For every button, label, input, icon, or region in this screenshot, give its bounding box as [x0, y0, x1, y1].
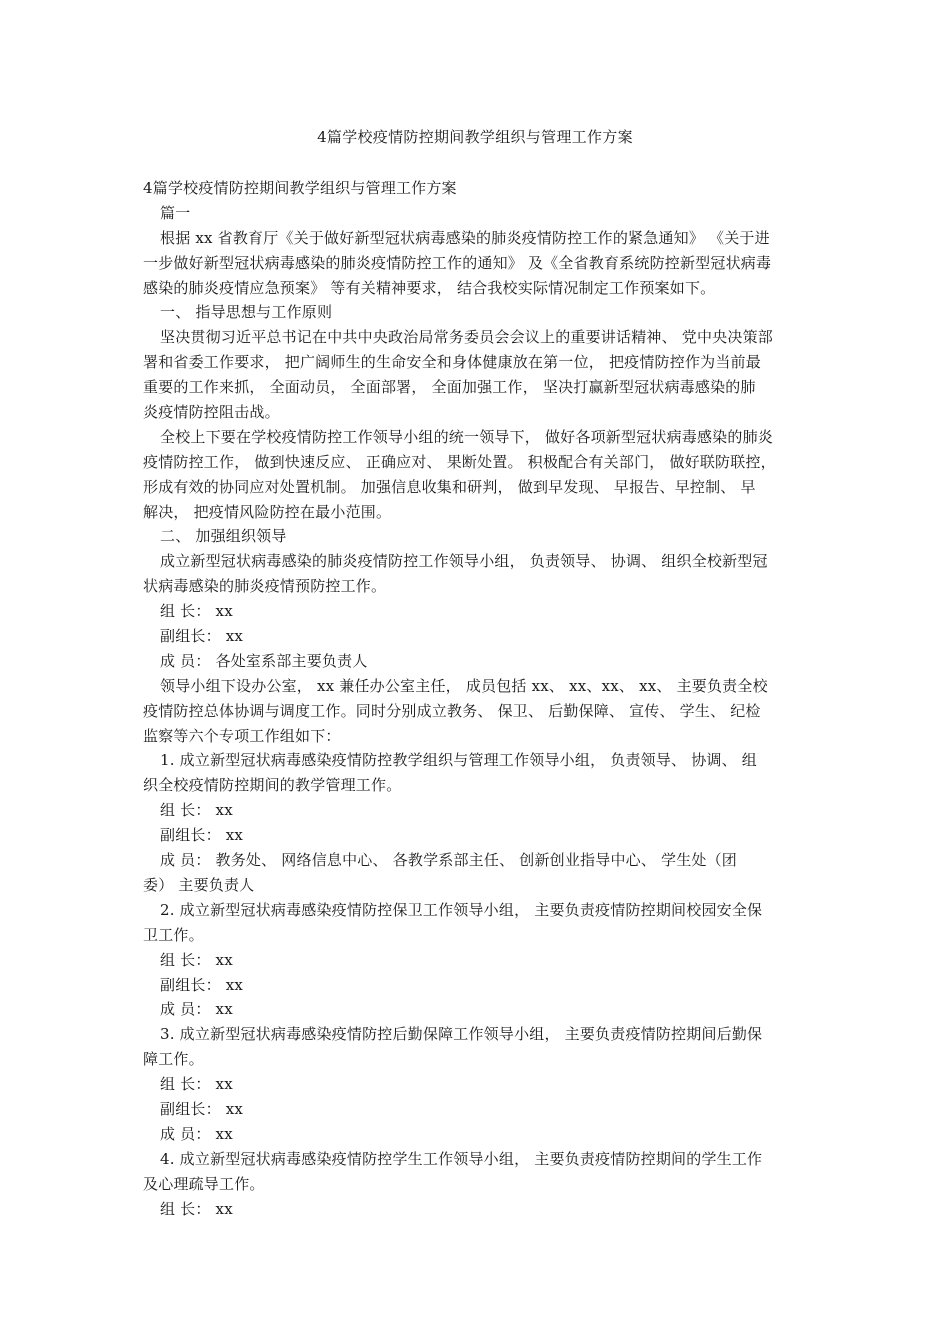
text-line: 疫情防控总体协调与调度工作。同时分别成立教务、 保卫、 后勤保障、 宣传、 学生、 纪检	[143, 701, 761, 720]
text-line: 4篇学校疫情防控期间教学组织与管理工作方案	[143, 179, 457, 197]
text-line: 成 员： 教务处、 网络信息中心、 各教学系部主任、 创新创业指导中心、 学生处（团	[160, 851, 738, 870]
text-line: 状病毒感染的肺炎疫情预防控工作。	[143, 577, 387, 596]
text-line: 篇一	[160, 203, 191, 222]
document-body	[143, 176, 823, 1221]
text-line: 重要的工作来抓， 全面动员， 全面部署， 全面加强工作， 坚决打赢新型冠状病毒感染的肺	[143, 378, 756, 397]
text-line: 织全校疫情防控期间的教学管理工作。	[143, 776, 402, 795]
text-line: 4. 成立新型冠状病毒感染疫情防控学生工作领导小组， 主要负责疫情防控期间的学生工作	[160, 1149, 763, 1168]
text-line: 炎疫情防控阻击战。	[143, 403, 280, 422]
text-line: 根据 xx 省教育厅《关于做好新型冠状病毒感染的肺炎疫情防控工作的紧急通知》 《关于进	[160, 228, 770, 247]
text-line: 副组长： xx	[160, 627, 244, 646]
text-line: 委） 主要负责人	[143, 875, 255, 894]
text-line: 领导小组下设办公室， xx 兼任办公室主任， 成员包括 xx、 xx、xx、 xx、 主要负责全校	[160, 676, 768, 695]
text-line: 一步做好新型冠状病毒感染的肺炎疫情防控工作的通知》 及《全省教育系统防控新型冠状病毒	[143, 253, 772, 272]
text-line: 监察等六个专项工作组如下：	[143, 726, 341, 745]
text-line: 组 长： xx	[160, 1199, 233, 1218]
text-line: 及心理疏导工作。	[143, 1174, 265, 1193]
text-line: 一、 指导思想与工作原则	[160, 303, 333, 322]
text-line: 成立新型冠状病毒感染的肺炎疫情防控工作领导小组， 负责领导、 协调、 组织全校新型冠	[160, 552, 768, 571]
text-line: 解决， 把疫情风险防控在最小范围。	[143, 502, 392, 521]
text-line: 组 长： xx	[160, 1075, 233, 1094]
text-line: 组 长： xx	[160, 950, 233, 969]
text-line: 副组长： xx	[160, 975, 244, 994]
text-line: 组 长： xx	[160, 602, 233, 621]
text-line: 组 长： xx	[160, 801, 233, 820]
text-line: 成 员： 各处室系部主要负责人	[160, 651, 368, 670]
text-line: 1. 成立新型冠状病毒感染疫情防控教学组织与管理工作领导小组， 负责领导、 协调、 组	[160, 751, 757, 770]
text-line: 成 员： xx	[160, 1124, 233, 1143]
text-line: 感染的肺炎疫情应急预案》 等有关精神要求， 结合我校实际情况制定工作预案如下。	[143, 278, 716, 297]
text-line: 形成有效的协同应对处置机制。 加强信息收集和研判， 做到早发现、 早报告、早控制、 早	[143, 477, 756, 496]
text-line: 障工作。	[143, 1050, 204, 1069]
text-line: 二、 加强组织领导	[160, 527, 287, 546]
text-line: 3. 成立新型冠状病毒感染疫情防控后勤保障工作领导小组， 主要负责疫情防控期间后勤保	[160, 1025, 763, 1044]
text-line: 全校上下要在学校疫情防控工作领导小组的统一领导下， 做好各项新型冠状病毒感染的肺炎	[160, 427, 773, 446]
text-line: 成 员： xx	[160, 1000, 233, 1019]
text-line: 疫情防控工作， 做到快速反应、 正确应对、 果断处置。 积极配合有关部门， 做好联防联控，	[143, 452, 776, 471]
text-line: 坚决贯彻习近平总书记在中共中央政治局常务委员会会议上的重要讲话精神、 党中央决策部	[160, 328, 773, 347]
document-title: 4篇学校疫情防控期间教学组织与管理工作方案	[317, 128, 633, 146]
text-line: 卫工作。	[143, 925, 204, 944]
text-line: 署和省委工作要求， 把广阔师生的生命安全和身体健康放在第一位， 把疫情防控作为当前最	[143, 353, 761, 372]
text-line: 副组长： xx	[160, 1099, 244, 1118]
text-line: 副组长： xx	[160, 826, 244, 845]
text-line: 2. 成立新型冠状病毒感染疫情防控保卫工作领导小组， 主要负责疫情防控期间校园安全保	[160, 900, 763, 919]
